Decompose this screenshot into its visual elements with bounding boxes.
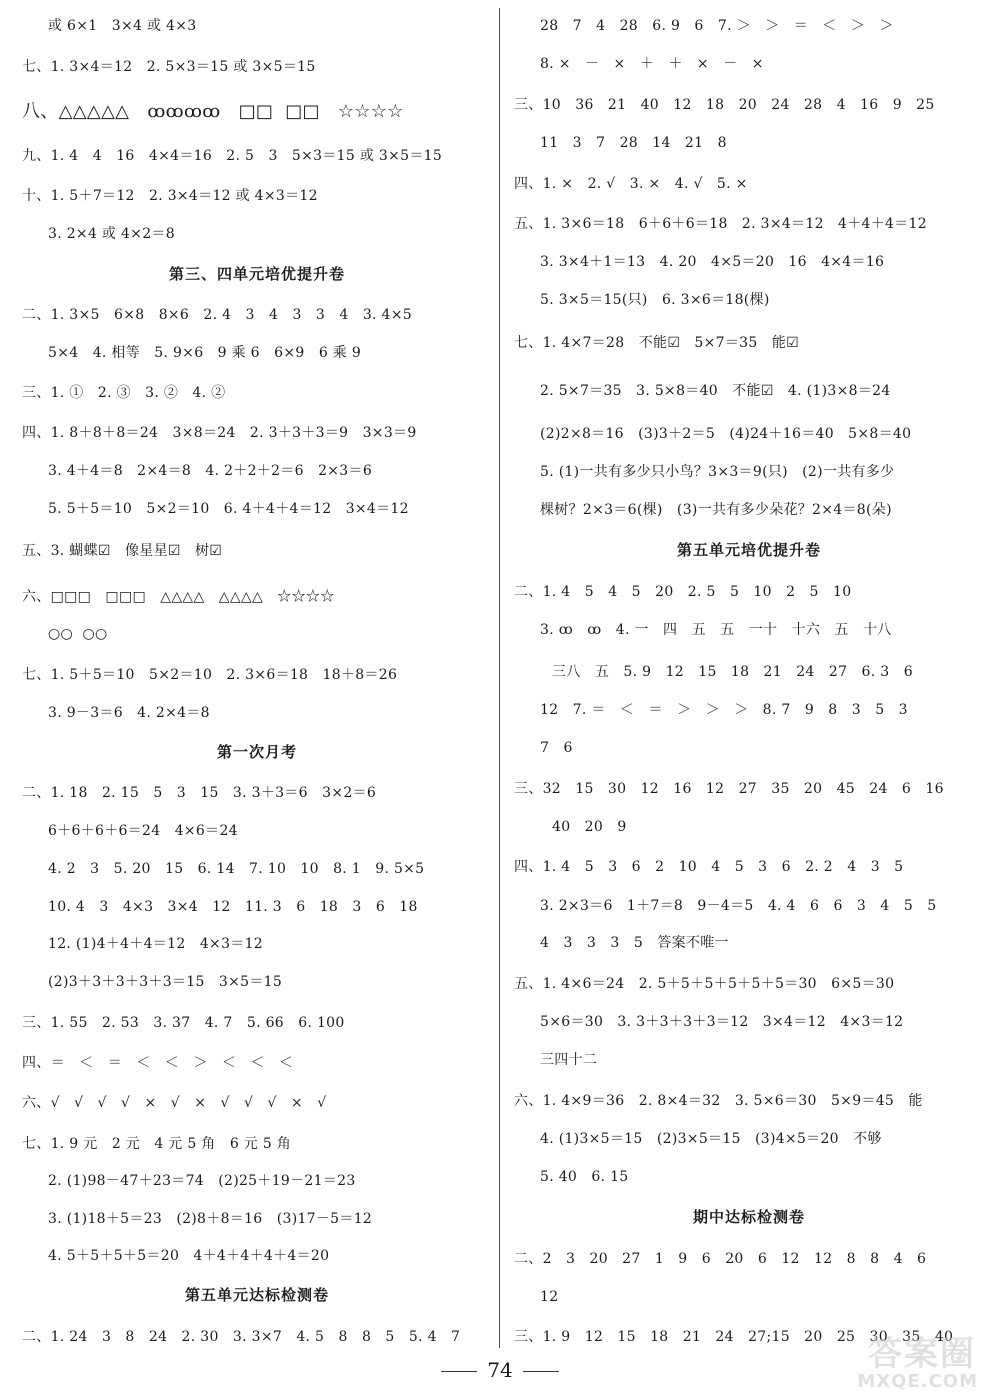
page-number-left-dash bbox=[441, 1371, 477, 1372]
answer-line: 六、□□□ □□□ △△△△ △△△△ ☆☆☆☆ bbox=[22, 589, 335, 605]
answer-line: 5. 5＋5＝10 5×2＝10 6. 4＋4＋4＝12 3×4＝12 bbox=[48, 501, 409, 517]
answer-line: 棵树？2×3＝6(棵) (3)一共有多少朵花？2×4＝8(朵) bbox=[540, 502, 892, 518]
answer-line: 3. 2×4 或 4×2＝8 bbox=[48, 226, 175, 242]
answer-line: 4. 5＋5＋5＋5＝20 4＋4＋4＋4＋4＝20 bbox=[48, 1248, 330, 1264]
answer-line: 12 bbox=[540, 1289, 559, 1305]
answer-line: 3. (1)18＋5＝23 (2)8＋8＝16 (3)17－5＝12 bbox=[48, 1211, 373, 1227]
answer-line: 四、1. 4 5 3 6 2 10 4 5 3 6 2. 2 4 3 5 bbox=[514, 859, 904, 875]
answer-line: 2. 5×7＝35 3. 5×8＝40 不能☑ 4. (1)3×8＝24 bbox=[540, 383, 891, 399]
answer-line: 三、1. 9 12 15 18 21 24 27;15 20 25 30 35 40 bbox=[514, 1329, 954, 1345]
section-heading: 第五单元培优提升卷 bbox=[676, 541, 821, 559]
answer-line: 七、1. 5＋5＝10 5×2＝10 2. 3×6＝18 18＋8＝26 bbox=[22, 667, 398, 683]
answer-line: 5. (1)一共有多少只小鸟？3×3＝9(只) (2)一共有多少 bbox=[540, 464, 895, 480]
answer-line: 3. 9－3＝6 4. 2×4＝8 bbox=[48, 705, 210, 721]
section-heading: 第五单元达标检测卷 bbox=[184, 1286, 329, 1304]
answer-line: 3. 2×3＝6 1＋7＝8 9－4＝5 4. 4 6 6 3 4 5 5 bbox=[540, 898, 937, 914]
page-number-right-dash bbox=[523, 1371, 559, 1372]
answer-line: 二、1. 3×5 6×8 8×6 2. 4 3 4 3 3 4 3. 4×5 bbox=[22, 307, 413, 323]
answer-line: 5×4 4. 相等 5. 9×6 9 乘 6 6×9 6 乘 9 bbox=[48, 345, 362, 361]
answer-line: 二、1. 18 2. 15 5 3 15 3. 3＋3＝6 3×2＝6 bbox=[22, 785, 377, 801]
answer-line: 五、1. 3×6＝18 6＋6＋6＝18 2. 3×4＝12 4＋4＋4＝12 bbox=[514, 216, 927, 232]
answer-line: 7 6 bbox=[540, 740, 573, 756]
answer-line: 二、2 3 20 27 1 9 6 20 6 12 12 8 8 4 6 bbox=[514, 1251, 927, 1267]
answer-line: 5. 40 6. 15 bbox=[540, 1169, 629, 1185]
left-column bbox=[22, 0, 492, 1370]
answer-line: 四、＝ ＜ ＝ ＜ ＜ ＞ ＜ ＜ ＜ bbox=[22, 1055, 294, 1071]
answer-line: 七、1. 9 元 2 元 4 元 5 角 6 元 5 角 bbox=[22, 1136, 292, 1152]
answer-line: 七、1. 4×7＝28 不能☑ 5×7＝35 能☑ bbox=[514, 335, 799, 351]
answer-line: 三、1. 55 2. 53 3. 37 4. 7 5. 66 6. 100 bbox=[22, 1015, 345, 1031]
answer-line: 5×6＝30 3. 3＋3＋3＋3＝12 3×4＝12 4×3＝12 bbox=[540, 1014, 904, 1030]
page-number-text: 74 bbox=[487, 1358, 513, 1382]
answer-line: 3. ꝏ ꝏ 4. 一 四 五 五 一十 十六 五 十八 bbox=[540, 622, 892, 638]
answer-line: 3. 3×4＋1＝13 4. 20 4×5＝20 16 4×4＝16 bbox=[540, 254, 885, 270]
answer-line: 三八 五 5. 9 12 15 18 21 24 27 6. 3 6 bbox=[552, 664, 913, 680]
answer-line: 六、1. 4×9＝36 2. 8×4＝32 3. 5×6＝30 5×9＝45 能 bbox=[514, 1093, 923, 1109]
answer-line: 6＋6＋6＋6＝24 4×6＝24 bbox=[48, 823, 238, 839]
answer-line: 4. 2 3 5. 20 15 6. 14 7. 10 10 8. 1 9. 5×5 bbox=[48, 861, 425, 877]
answer-line: 三、1. ① 2. ③ 3. ② 4. ② bbox=[22, 385, 226, 401]
answer-line: 40 20 9 bbox=[552, 819, 627, 835]
answer-line: 五、1. 4×6＝24 2. 5＋5＋5＋5＋5＋5＝30 6×5＝30 bbox=[514, 976, 895, 992]
answer-line: 七、1. 3×4＝12 2. 5×3＝15 或 3×5＝15 bbox=[22, 59, 316, 75]
answer-line: 十、1. 5＋7＝12 2. 3×4＝12 或 4×3＝12 bbox=[22, 188, 318, 204]
watermark-en-text: MXQE.COM bbox=[857, 1371, 978, 1392]
section-heading: 第三、四单元培优提升卷 bbox=[168, 265, 345, 283]
answer-line: 三、10 36 21 40 12 18 20 24 28 4 16 9 25 bbox=[514, 97, 935, 113]
answer-line: 二、1. 4 5 4 5 20 2. 5 5 10 2 5 10 bbox=[514, 584, 852, 600]
section-heading: 第一次月考 bbox=[216, 743, 297, 761]
answer-line: 二、1. 24 3 8 24 2. 30 3. 3×7 4. 5 8 8 5 5. 4 7 bbox=[22, 1329, 461, 1345]
answer-line: 4 3 3 3 5 答案不唯一 bbox=[540, 935, 729, 951]
answer-line: 28 7 4 28 6. 9 6 7. ＞ ＞ ＝ ＜ ＞ ＞ bbox=[540, 18, 894, 34]
answer-line: 8. × － × ＋ ＋ × － × bbox=[540, 56, 764, 72]
answer-line: 八、△△△△△ ꝏꝏꝏꝏ □□ □□ ☆☆☆☆ bbox=[22, 101, 404, 122]
answer-line: 六、√ √ √ √ × √ × √ √ √ × √ bbox=[22, 1095, 327, 1111]
section-heading: 期中达标检测卷 bbox=[692, 1208, 805, 1226]
column-divider bbox=[499, 8, 500, 1348]
answer-line: 三四十二 bbox=[540, 1052, 598, 1068]
watermark-cn-text: 答案圈 bbox=[868, 1334, 976, 1374]
answer-line: ○○ ○○ bbox=[48, 626, 108, 642]
answer-line: (2)2×8＝16 (3)3＋2＝5 (4)24＋16＝40 5×8＝40 bbox=[540, 426, 912, 442]
answer-line: 四、1. × 2. √ 3. × 4. √ 5. × bbox=[514, 176, 748, 192]
answer-line: 九、1. 4 4 16 4×4＝16 2. 5 3 5×3＝15 或 3×5＝15 bbox=[22, 148, 443, 164]
answer-line: (2)3＋3＋3＋3＋3＝15 3×5＝15 bbox=[48, 974, 283, 990]
answer-line: 或 6×1 3×4 或 4×3 bbox=[48, 18, 197, 34]
answer-line: 2. (1)98－47＋23＝74 (2)25＋19－21＝23 bbox=[48, 1173, 356, 1189]
answer-line: 4. (1)3×5＝15 (2)3×5＝15 (3)4×5＝20 不够 bbox=[540, 1131, 882, 1147]
answer-line: 11 3 7 28 14 21 8 bbox=[540, 135, 727, 151]
answer-line: 五、3. 蝴蝶☑ 像星星☑ 树☑ bbox=[22, 543, 223, 559]
answer-line: 12. (1)4＋4＋4＝12 4×3＝12 bbox=[48, 936, 263, 952]
answer-line: 3. 4＋4＝8 2×4＝8 4. 2＋2＋2＝6 2×3＝6 bbox=[48, 463, 373, 479]
right-column bbox=[514, 0, 984, 1370]
answer-line: 12 7. ＝ ＜ ＝ ＞ ＞ ＞ 8. 7 9 8 3 5 3 bbox=[540, 702, 908, 718]
watermark-logo bbox=[807, 1324, 982, 1394]
answer-line: 四、1. 8＋8＋8＝24 3×8＝24 2. 3＋3＋3＝9 3×3＝9 bbox=[22, 425, 417, 441]
answer-line: 三、32 15 30 12 16 12 27 35 20 45 24 6 16 bbox=[514, 781, 944, 797]
answer-line: 5. 3×5＝15(只) 6. 3×6＝18(棵) bbox=[540, 292, 770, 308]
answer-line: 10. 4 3 4×3 3×4 12 11. 3 6 18 3 6 18 bbox=[48, 899, 418, 915]
